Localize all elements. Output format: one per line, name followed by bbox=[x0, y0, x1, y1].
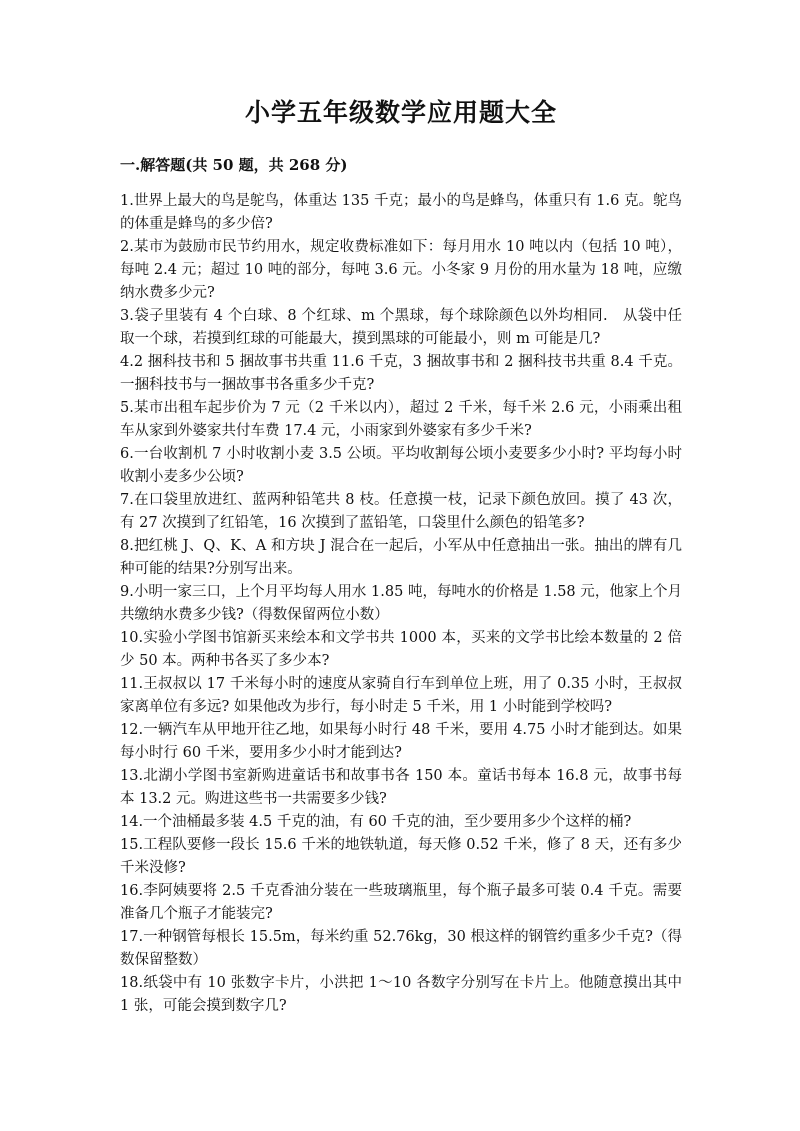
question-item: 7.在口袋里放进红、蓝两种铅笔共 8 枝。任意摸一枝，记录下颜色放回。摸了 43 次，有 27 次摸到了红铅笔，16 次摸到了蓝铅笔，口袋里什么颜色的铅笔多? bbox=[120, 492, 682, 531]
question-item: 16.李阿姨要将 2.5 千克香油分装在一些玻璃瓶里，每个瓶子最多可装 0.4 千克。需要准备几个瓶子才能装完? bbox=[120, 883, 682, 922]
question-item: 13.北湖小学图书室新购进童话书和故事书各 150 本。童话书每本 16.8 元，故事书每本 13.2 元。购进这些书一共需要多少钱? bbox=[120, 768, 682, 807]
question-item: 12.一辆汽车从甲地开往乙地，如果每小时行 48 千米，要用 4.75 小时才能到达。如果每小时行 60 千米，要用多少小时才能到达? bbox=[120, 722, 682, 761]
question-item: 3.袋子里装有 4 个白球、8 个红球、m 个黑球，每个球除颜色以外均相同. 从袋中任取一个球，若摸到红球的可能最大，摸到黑球的可能最小，则 m 可能是几? bbox=[120, 308, 682, 347]
document-title: 小学五年级数学应用题大全 bbox=[244, 98, 557, 127]
question-item: 10.实验小学图书馆新买来绘本和文学书共 1000 本，买来的文学书比绘本数量的 2 倍少 50 本。两种书各买了多少本? bbox=[120, 630, 682, 669]
question-list bbox=[120, 190, 682, 1018]
question-item: 5.某市出租车起步价为 7 元（2 千米以内），超过 2 千米，每千米 2.6 元，小雨乘出租车从家到外婆家共付车费 17.4 元，小雨家到外婆家有多少千米? bbox=[120, 400, 682, 439]
question-item: 18.纸袋中有 10 张数字卡片，小洪把 1～10 各数字分别写在卡片上。他随意摸出其中 1 张，可能会摸到数字几? bbox=[120, 975, 682, 1014]
question-item: 1.世界上最大的鸟是鸵鸟，体重达 135 千克；最小的鸟是蜂鸟，体重只有 1.6 克。鸵鸟的体重是蜂鸟的多少倍? bbox=[120, 193, 682, 232]
section-heading: 一.解答题(共 50 题，共 268 分) bbox=[120, 156, 348, 174]
question-item: 14.一个油桶最多装 4.5 千克的油，有 60 千克的油，至少要用多少个这样的桶? bbox=[120, 814, 632, 830]
question-item: 11.王叔叔以 17 千米每小时的速度从家骑自行车到单位上班，用了 0.35 小时，王叔叔家离单位有多远? 如果他改为步行，每小时走 5 千米，用 1 小时能到学校吗? bbox=[120, 676, 682, 715]
question-item: 4.2 捆科技书和 5 捆故事书共重 11.6 千克，3 捆故事书和 2 捆科技书共重 8.4 千克。一捆科技书与一捆故事书各重多少千克? bbox=[120, 354, 682, 393]
question-item: 17.一种钢管每根长 15.5m，每米约重 52.76kg，30 根这样的钢管约重多少千克?（得数保留整数） bbox=[120, 929, 682, 968]
question-item: 6.一台收割机 7 小时收割小麦 3.5 公顷。平均收割每公顷小麦要多少小时? 平均每小时收割小麦多少公顷? bbox=[120, 446, 682, 485]
question-item: 8.把红桃 J、Q、K、A 和方块 J 混合在一起后，小军从中任意抽出一张。抽出的牌有几种可能的结果?分别写出来。 bbox=[120, 538, 682, 577]
question-item: 15.工程队要修一段长 15.6 千米的地铁轨道，每天修 0.52 千米，修了 8 天，还有多少千米没修? bbox=[120, 837, 682, 876]
question-item: 2.某市为鼓励市民节约用水，规定收费标准如下：每月用水 10 吨以内（包括 10 吨），每吨 2.4 元；超过 10 吨的部分，每吨 3.6 元。小冬家 9 月份的用水量为 18 吨，应缴纳水费多少元? bbox=[120, 239, 682, 301]
question-item: 9.小明一家三口，上个月平均每人用水 1.85 吨，每吨水的价格是 1.58 元，他家上个月共缴纳水费多少钱?（得数保留两位小数） bbox=[120, 584, 682, 623]
